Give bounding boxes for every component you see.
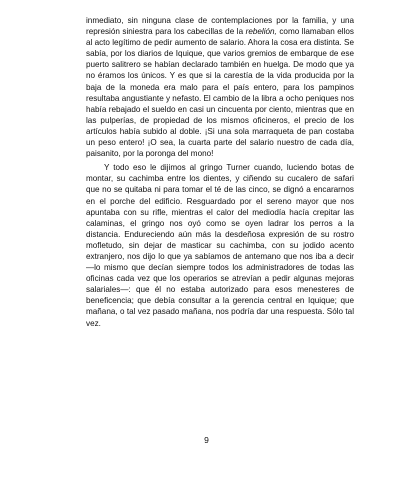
body-text — [86, 15, 354, 329]
paragraph-text: inmediato, sin ninguna clase de contemplaciones por la familia, y una represión siniestra para los cabecillas de la — [86, 16, 354, 37]
paragraph — [86, 15, 354, 159]
page-number: 9 — [204, 435, 209, 445]
paragraph-text: como llamaban ellos al acto legítimo de pedir aumento de salario. Ahora la cosa era distinta. Se sabía, por los diarios de Iquique, que varios gremios de embarque de ese puerto salitrero se habían declarado también en huelga. De modo que ya no éramos los únicos. Y es que si la carestía de la vida producida por la baja de la moneda era malo para el país entero, para los pampinos resultaba angustiante y nefasto. El cambio de la libra a ocho peniques nos había rebajado el sueldo en casi un cincuenta por ciento, mientras que en las pulperías, de propiedad de los mismos oficineros, el precio de los artículos había subido al doble. ¡Si una sola marraqueta de pan costaba un peso entero! ¡O sea, la cuarta parte del salario nuestro de cada día, paisanito, por la poronga del mono! — [86, 27, 354, 159]
italic-word: rebelión, — [245, 27, 277, 37]
paragraph: Y todo eso le dijimos al gringo Turner cuando, luciendo botas de montar, su cachimba entre los dientes, y ciñendo su cucalero de safari que no se quitaba ni para tomar el té de las cinco, se dignó a encararnos en el porche del edificio. Resguardado por el sereno mayor que nos apuntaba con su rifle, mientras el calor del mediodía hacía crepitar las calaminas, el gringo nos oyó como se oyen ladrar los perros a la distancia. Endureciendo aún más la desdeñosa expresión de su rostro mofletudo, sin dejar de masticar su cachimba, con su jodido acento extranjero, nos dijo lo que ya sabíamos de antemano que nos iba a decir —lo mismo que decían siempre todos los administradores de todas las oficinas cada vez que los operarios se atrevían a pedir algunas mejoras salariales—: que él no estaba autorizado para esos menesteres de beneficencia; que debía consultar a la gerencia central en Iquique; que mañana, o tal vez pasado mañana, nos podría dar una respuesta. Sólo tal vez. — [86, 163, 354, 328]
